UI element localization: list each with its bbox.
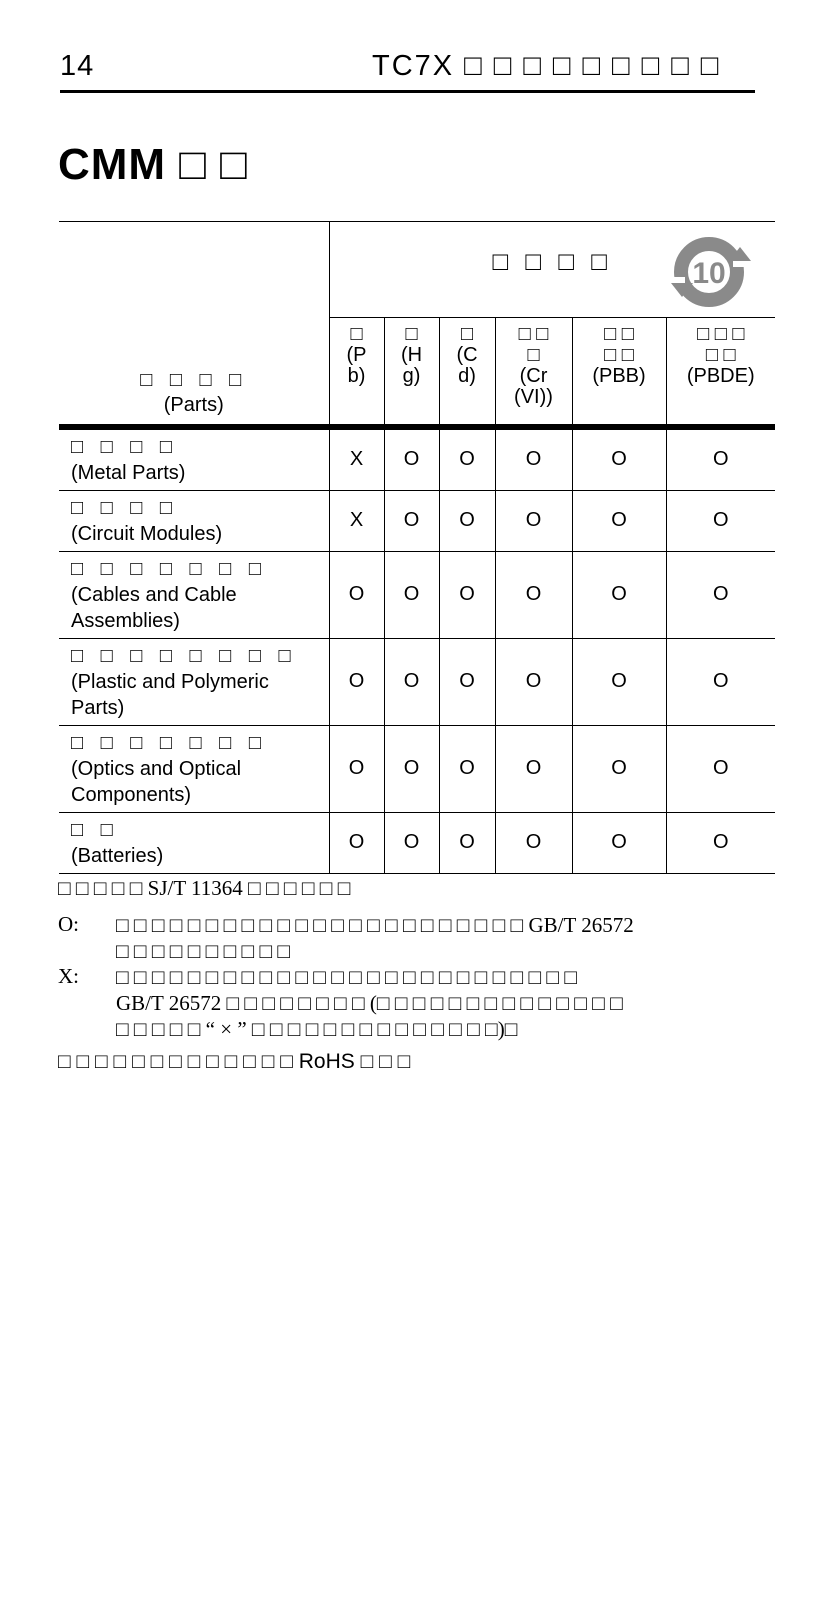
section-title: CMM □ □ [58, 140, 248, 189]
value-cell: O [439, 551, 495, 638]
value-cell: O [384, 725, 439, 812]
value-cell: O [384, 638, 439, 725]
value-cell: O [572, 638, 666, 725]
substance-header-pbb: □ □ □ □ (PBB) [572, 318, 666, 428]
value-cell: O [329, 638, 384, 725]
value-cell: O [666, 430, 775, 490]
value-cell: O [495, 638, 572, 725]
value-cell: O [384, 812, 439, 873]
value-cell: O [572, 812, 666, 873]
table-row-metal-parts [59, 430, 775, 490]
value-cell: O [666, 551, 775, 638]
substance-header-cr6: □ □ □ (Cr (VI)) [495, 318, 572, 428]
document-title: TC7X □ □ □ □ □ □ □ □ □ [372, 50, 721, 82]
part-name: □ □ □ □ □ □ □ (Optics and Optical Components) [59, 725, 329, 812]
value-cell: O [666, 490, 775, 551]
value-cell: O [495, 551, 572, 638]
substance-group-title: □ □ □ □ [492, 246, 612, 276]
substance-header-hg: □ (H g) [384, 318, 439, 428]
value-cell: O [384, 551, 439, 638]
value-cell: O [329, 812, 384, 873]
substance-header-pbde: □ □ □ □ □ (PBDE) [666, 318, 775, 428]
value-cell: X [329, 490, 384, 551]
value-cell: O [572, 430, 666, 490]
x-definition: □ □ □ □ □ □ □ □ □ □ □ □ □ □ □ □ □ □ □ □ □ □ □ □ □ □ GB/T 26572 □ □ □ □ □ □ □ □ (□ □ □ □ □ □ □ □ □ □ □ □ □ □ □ □ □ □ □ “ × ” □ □ □ □ □ □ □ □ □ □ □ □ □ □)□ [116, 965, 623, 1041]
value-cell: O [439, 725, 495, 812]
part-name: □ □ □ □ □ □ □ (Cables and Cable Assemblies) [59, 551, 329, 638]
value-cell: O [666, 638, 775, 725]
value-cell: O [384, 430, 439, 490]
value-cell: O [666, 812, 775, 873]
table-row-plastic-parts [59, 638, 775, 725]
part-name: □ □ □ □ (Circuit Modules) [59, 490, 329, 551]
o-key: O: [58, 912, 79, 936]
x-key: X: [58, 964, 79, 988]
value-cell: O [572, 551, 666, 638]
parts-column-header: □ □ □ □ (Parts) [59, 222, 329, 428]
page-header [60, 46, 755, 93]
logo-number: 10 [692, 257, 726, 290]
value-cell: O [572, 725, 666, 812]
substance-header-pb: □ (P b) [329, 318, 384, 428]
table-row-circuit-modules [59, 490, 775, 551]
part-name: □ □ □ □ (Metal Parts) [59, 430, 329, 490]
part-name: □ □ (Batteries) [59, 812, 329, 873]
value-cell: O [384, 490, 439, 551]
value-cell: O [666, 725, 775, 812]
value-cell: O [572, 490, 666, 551]
value-cell: O [329, 551, 384, 638]
value-cell: X [329, 430, 384, 490]
rohs-footer-note: □ □ □ □ □ □ □ □ □ □ □ □ □ RoHS □ □ □ [58, 1050, 411, 1073]
efup-10-logo [671, 235, 751, 309]
table-row-optics [59, 725, 775, 812]
value-cell: O [495, 812, 572, 873]
value-cell: O [439, 490, 495, 551]
table-row-batteries [59, 812, 775, 873]
value-cell: O [439, 638, 495, 725]
page-number: 14 [60, 50, 95, 82]
substance-header-cd: □ (C d) [439, 318, 495, 428]
value-cell: O [439, 430, 495, 490]
part-name: □ □ □ □ □ □ □ □ (Plastic and Polymeric Parts) [59, 638, 329, 725]
table-row-cables [59, 551, 775, 638]
hazardous-substance-table [59, 221, 775, 874]
value-cell: O [495, 430, 572, 490]
standard-note: □ □ □ □ □ SJ/T 11364 □ □ □ □ □ □ [58, 876, 351, 900]
value-cell: O [329, 725, 384, 812]
substance-group-header [329, 222, 775, 318]
value-cell: O [439, 812, 495, 873]
value-cell: O [495, 490, 572, 551]
value-cell: O [495, 725, 572, 812]
o-definition: □ □ □ □ □ □ □ □ □ □ □ □ □ □ □ □ □ □ □ □ □ □ □ GB/T 26572 □ □ □ □ □ □ □ □ □ □ [116, 913, 634, 963]
